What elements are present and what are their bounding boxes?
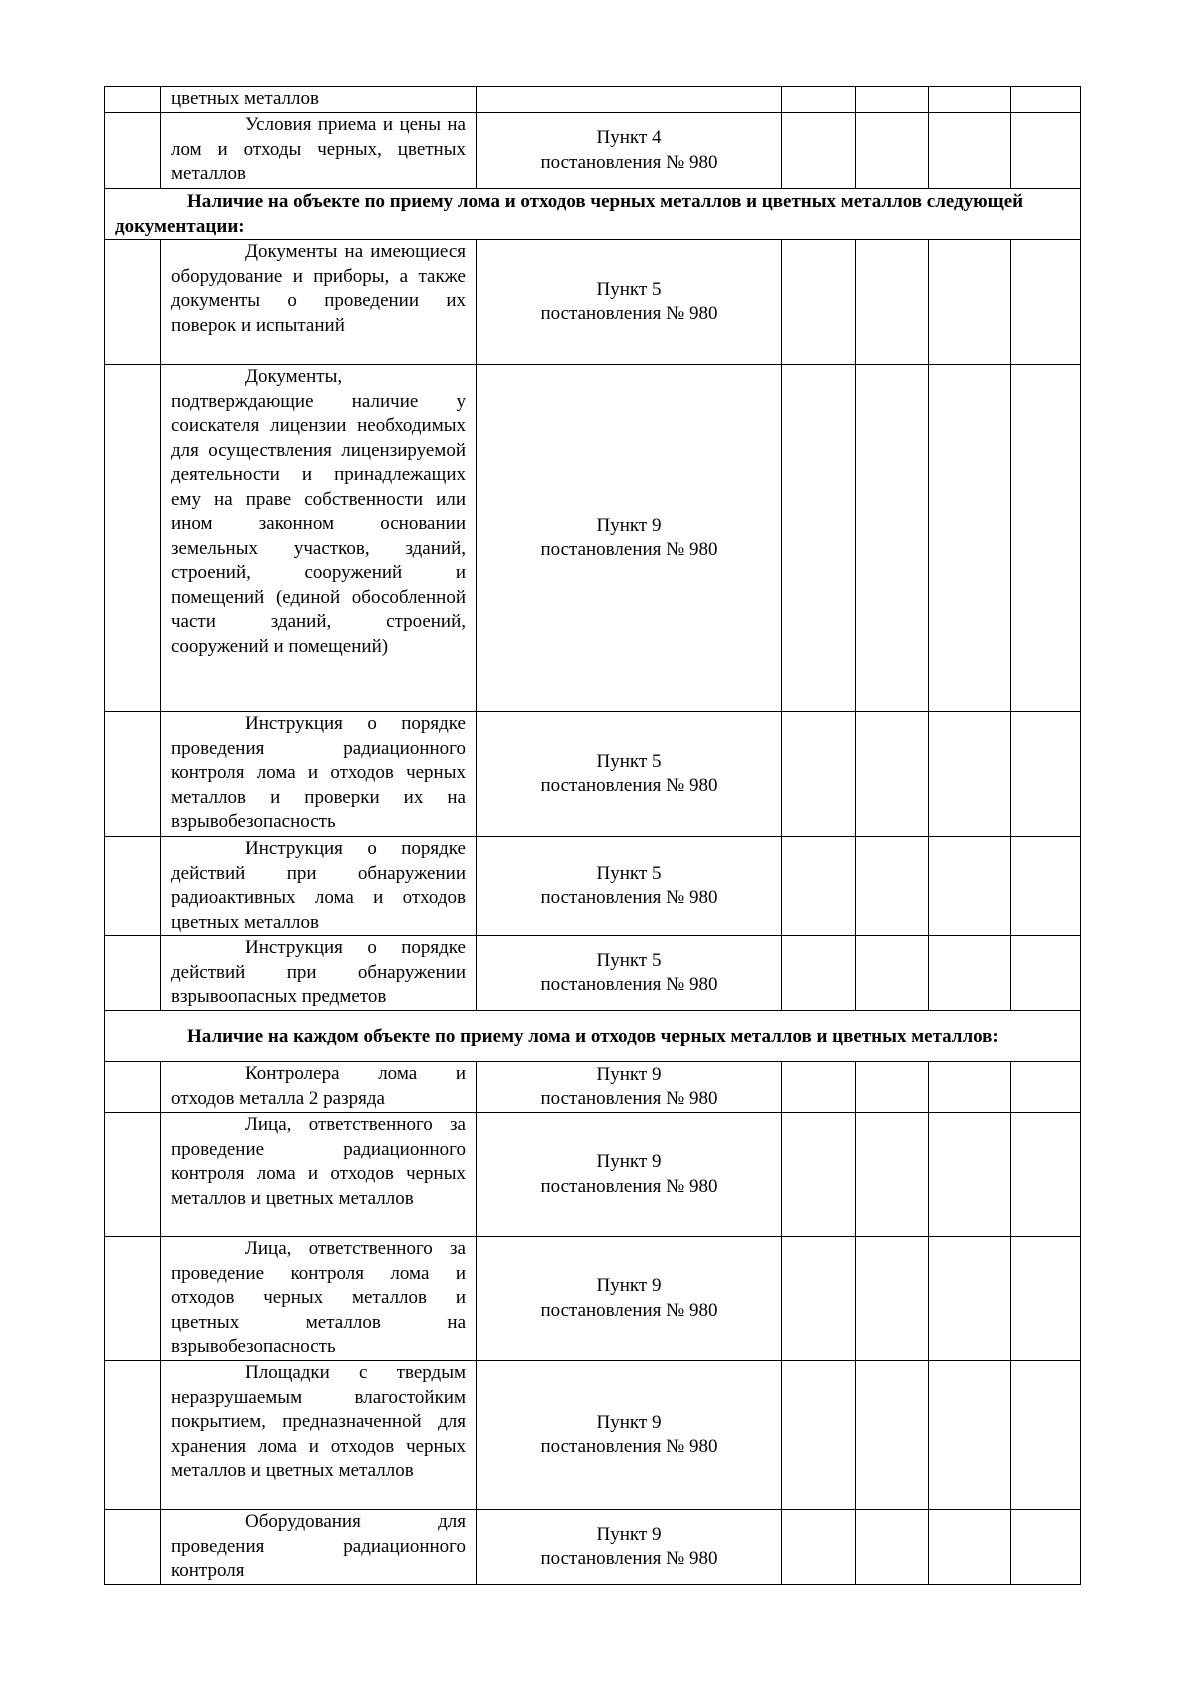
answer-cell-1[interactable] <box>782 240 856 365</box>
reference-clause: Пункт 9 <box>596 1063 662 1085</box>
answer-cell-3[interactable] <box>929 936 1011 1011</box>
answer-cell-3[interactable] <box>929 113 1011 189</box>
reference-clause: Пункт 4 <box>596 127 662 148</box>
answer-cell-1[interactable] <box>782 1361 856 1510</box>
requirement-text: Инструкция о порядке проведения радиационного контроля лома и отходов черных металлов и проверки их на взрывобезопасность <box>171 713 466 832</box>
table-row <box>105 936 1081 1011</box>
answer-cell-4[interactable] <box>1011 365 1081 712</box>
answer-cell-1[interactable] <box>782 113 856 189</box>
section-header-row <box>105 1011 1081 1062</box>
legal-reference-cell <box>477 240 782 365</box>
reference-clause: Пункт 5 <box>596 278 662 300</box>
legal-reference-cell <box>477 365 782 712</box>
answer-cell-1[interactable] <box>782 1510 856 1585</box>
requirement-text: Лица, ответственного за проведение радиационного контроля лома и отходов черных металлов и цветных металлов <box>171 1114 466 1209</box>
table-row <box>105 365 1081 712</box>
answer-cell-2[interactable] <box>856 87 929 113</box>
answer-cell-1[interactable] <box>782 712 856 837</box>
answer-cell-2[interactable] <box>856 936 929 1011</box>
checklist-body <box>105 87 1081 1585</box>
requirement-cell <box>161 1237 477 1361</box>
table-row <box>105 1361 1081 1510</box>
table-row <box>105 113 1081 189</box>
answer-cell-1[interactable] <box>782 1237 856 1361</box>
answer-cell-2[interactable] <box>856 1510 929 1585</box>
requirement-text: Лица, ответственного за проведение контроля лома и отходов черных металлов и цветных металлов на взрывобезопасность <box>171 1238 466 1357</box>
answer-cell-2[interactable] <box>856 1361 929 1510</box>
answer-cell-4[interactable] <box>1011 1113 1081 1237</box>
requirement-cell <box>161 113 477 189</box>
requirement-cell <box>161 1113 477 1237</box>
answer-cell-2[interactable] <box>856 837 929 936</box>
number-cell <box>105 365 161 712</box>
reference-document: постановления № 980 <box>540 974 718 995</box>
number-cell <box>105 240 161 365</box>
requirement-cell <box>161 1062 477 1113</box>
answer-cell-4[interactable] <box>1011 1237 1081 1361</box>
table-row <box>105 1113 1081 1237</box>
answer-cell-4[interactable] <box>1011 240 1081 365</box>
answer-cell-3[interactable] <box>929 712 1011 837</box>
answer-cell-4[interactable] <box>1011 936 1081 1011</box>
legal-reference-cell <box>477 712 782 837</box>
legal-reference-cell <box>477 113 782 189</box>
reference-document: постановления № 980 <box>540 1088 718 1109</box>
legal-reference-cell <box>477 837 782 936</box>
answer-cell-2[interactable] <box>856 1237 929 1361</box>
requirement-text: Инструкция о порядке действий при обнаружении радиоактивных лома и отходов цветных металлов <box>171 838 466 933</box>
requirement-cell <box>161 87 477 113</box>
answer-cell-4[interactable] <box>1011 87 1081 113</box>
answer-cell-2[interactable] <box>856 1113 929 1237</box>
answer-cell-3[interactable] <box>929 1062 1011 1113</box>
table-row <box>105 1062 1081 1113</box>
legal-reference-cell <box>477 1062 782 1113</box>
requirement-text: Контролера лома и отходов металла 2 разряда <box>171 1063 466 1109</box>
checklist-table <box>104 86 1081 1585</box>
requirement-text: Инструкция о порядке действий при обнаружении взрывоопасных предметов <box>171 937 466 1007</box>
reference-document: постановления № 980 <box>540 151 718 173</box>
answer-cell-3[interactable] <box>929 837 1011 936</box>
answer-cell-1[interactable] <box>782 936 856 1011</box>
answer-cell-2[interactable] <box>856 712 929 837</box>
answer-cell-1[interactable] <box>782 365 856 712</box>
legal-reference-cell <box>477 1237 782 1361</box>
answer-cell-1[interactable] <box>782 1113 856 1237</box>
legal-reference-cell <box>477 1510 782 1585</box>
reference-document: постановления № 980 <box>540 887 718 908</box>
answer-cell-3[interactable] <box>929 1113 1011 1237</box>
answer-cell-4[interactable] <box>1011 1361 1081 1510</box>
answer-cell-2[interactable] <box>856 113 929 189</box>
requirement-cell <box>161 1510 477 1585</box>
answer-cell-4[interactable] <box>1011 712 1081 837</box>
table-row <box>105 837 1081 936</box>
requirement-cell <box>161 1361 477 1510</box>
number-cell <box>105 1361 161 1510</box>
number-cell <box>105 1237 161 1361</box>
reference-clause: Пункт 5 <box>596 750 662 772</box>
reference-clause: Пункт 5 <box>596 949 662 971</box>
table-row <box>105 87 1081 113</box>
answer-cell-3[interactable] <box>929 1510 1011 1585</box>
number-cell <box>105 837 161 936</box>
answer-cell-3[interactable] <box>929 240 1011 365</box>
answer-cell-3[interactable] <box>929 365 1011 712</box>
number-cell <box>105 1113 161 1237</box>
legal-reference-cell <box>477 1113 782 1237</box>
answer-cell-4[interactable] <box>1011 113 1081 189</box>
reference-clause: Пункт 9 <box>596 1275 662 1296</box>
table-row <box>105 1510 1081 1585</box>
section-title: Наличие на каждом объекте по приему лома и отходов черных металлов и цветных металлов: <box>105 1011 1081 1062</box>
requirement-text: Площадки с твердым неразрушаемым влагостойким покрытием, предназначенной для хранения лома и отходов черных металлов и цветных металлов <box>171 1362 466 1481</box>
requirement-text: цветных металлов <box>171 88 319 109</box>
number-cell <box>105 87 161 113</box>
reference-document: постановления № 980 <box>540 1548 718 1569</box>
reference-document: постановления № 980 <box>540 1436 718 1457</box>
answer-cell-4[interactable] <box>1011 1062 1081 1113</box>
requirement-text: Оборудования для проведения радиационного контроля <box>171 1511 466 1581</box>
requirement-text: Документы, подтверждающие наличие у соискателя лицензии необходимых для осуществления лицензируемой деятельности и принадлежащих ему на праве собственности или ином законном основании земельных участков, зданий, строений, сооружений и помещений (единой обособленной части зданий, строений, сооружений и помещений) <box>171 366 466 657</box>
answer-cell-2[interactable] <box>856 1062 929 1113</box>
reference-clause: Пункт 9 <box>596 1523 662 1545</box>
number-cell <box>105 712 161 837</box>
requirement-text: Условия приема и цены на лом и отходы черных, цветных металлов <box>171 114 466 184</box>
table-row <box>105 712 1081 837</box>
section-header-row <box>105 189 1081 240</box>
reference-document: постановления № 980 <box>540 775 718 796</box>
number-cell <box>105 936 161 1011</box>
requirement-cell <box>161 365 477 712</box>
reference-clause: Пункт 5 <box>596 862 662 884</box>
reference-document: постановления № 980 <box>540 1299 718 1321</box>
answer-cell-3[interactable] <box>929 1237 1011 1361</box>
answer-cell-4[interactable] <box>1011 837 1081 936</box>
table-row <box>105 1237 1081 1361</box>
answer-cell-2[interactable] <box>856 365 929 712</box>
number-cell <box>105 113 161 189</box>
requirement-cell <box>161 936 477 1011</box>
answer-cell-3[interactable] <box>929 87 1011 113</box>
legal-reference-cell <box>477 1361 782 1510</box>
requirement-cell <box>161 712 477 837</box>
reference-clause: Пункт 9 <box>596 514 662 536</box>
number-cell <box>105 1062 161 1113</box>
reference-clause: Пункт 9 <box>596 1411 662 1433</box>
table-row <box>105 240 1081 365</box>
legal-reference-cell <box>477 936 782 1011</box>
answer-cell-2[interactable] <box>856 240 929 365</box>
reference-clause: Пункт 9 <box>596 1151 662 1172</box>
answer-cell-4[interactable] <box>1011 1510 1081 1585</box>
requirement-cell <box>161 837 477 936</box>
requirement-text: Документы на имеющиеся оборудование и приборы, а также документы о проведении их поверок и испытаний <box>171 241 466 336</box>
answer-cell-1[interactable] <box>782 837 856 936</box>
answer-cell-3[interactable] <box>929 1361 1011 1510</box>
reference-document: постановления № 980 <box>540 1175 718 1197</box>
number-cell <box>105 1510 161 1585</box>
requirement-cell <box>161 240 477 365</box>
answer-cell-1[interactable] <box>782 87 856 113</box>
legal-reference-cell <box>477 87 782 113</box>
reference-document: постановления № 980 <box>540 303 718 324</box>
answer-cell-1[interactable] <box>782 1062 856 1113</box>
section-title: Наличие на объекте по приему лома и отходов черных металлов и цветных металлов следующей документации: <box>105 189 1081 240</box>
reference-document: постановления № 980 <box>540 539 718 560</box>
